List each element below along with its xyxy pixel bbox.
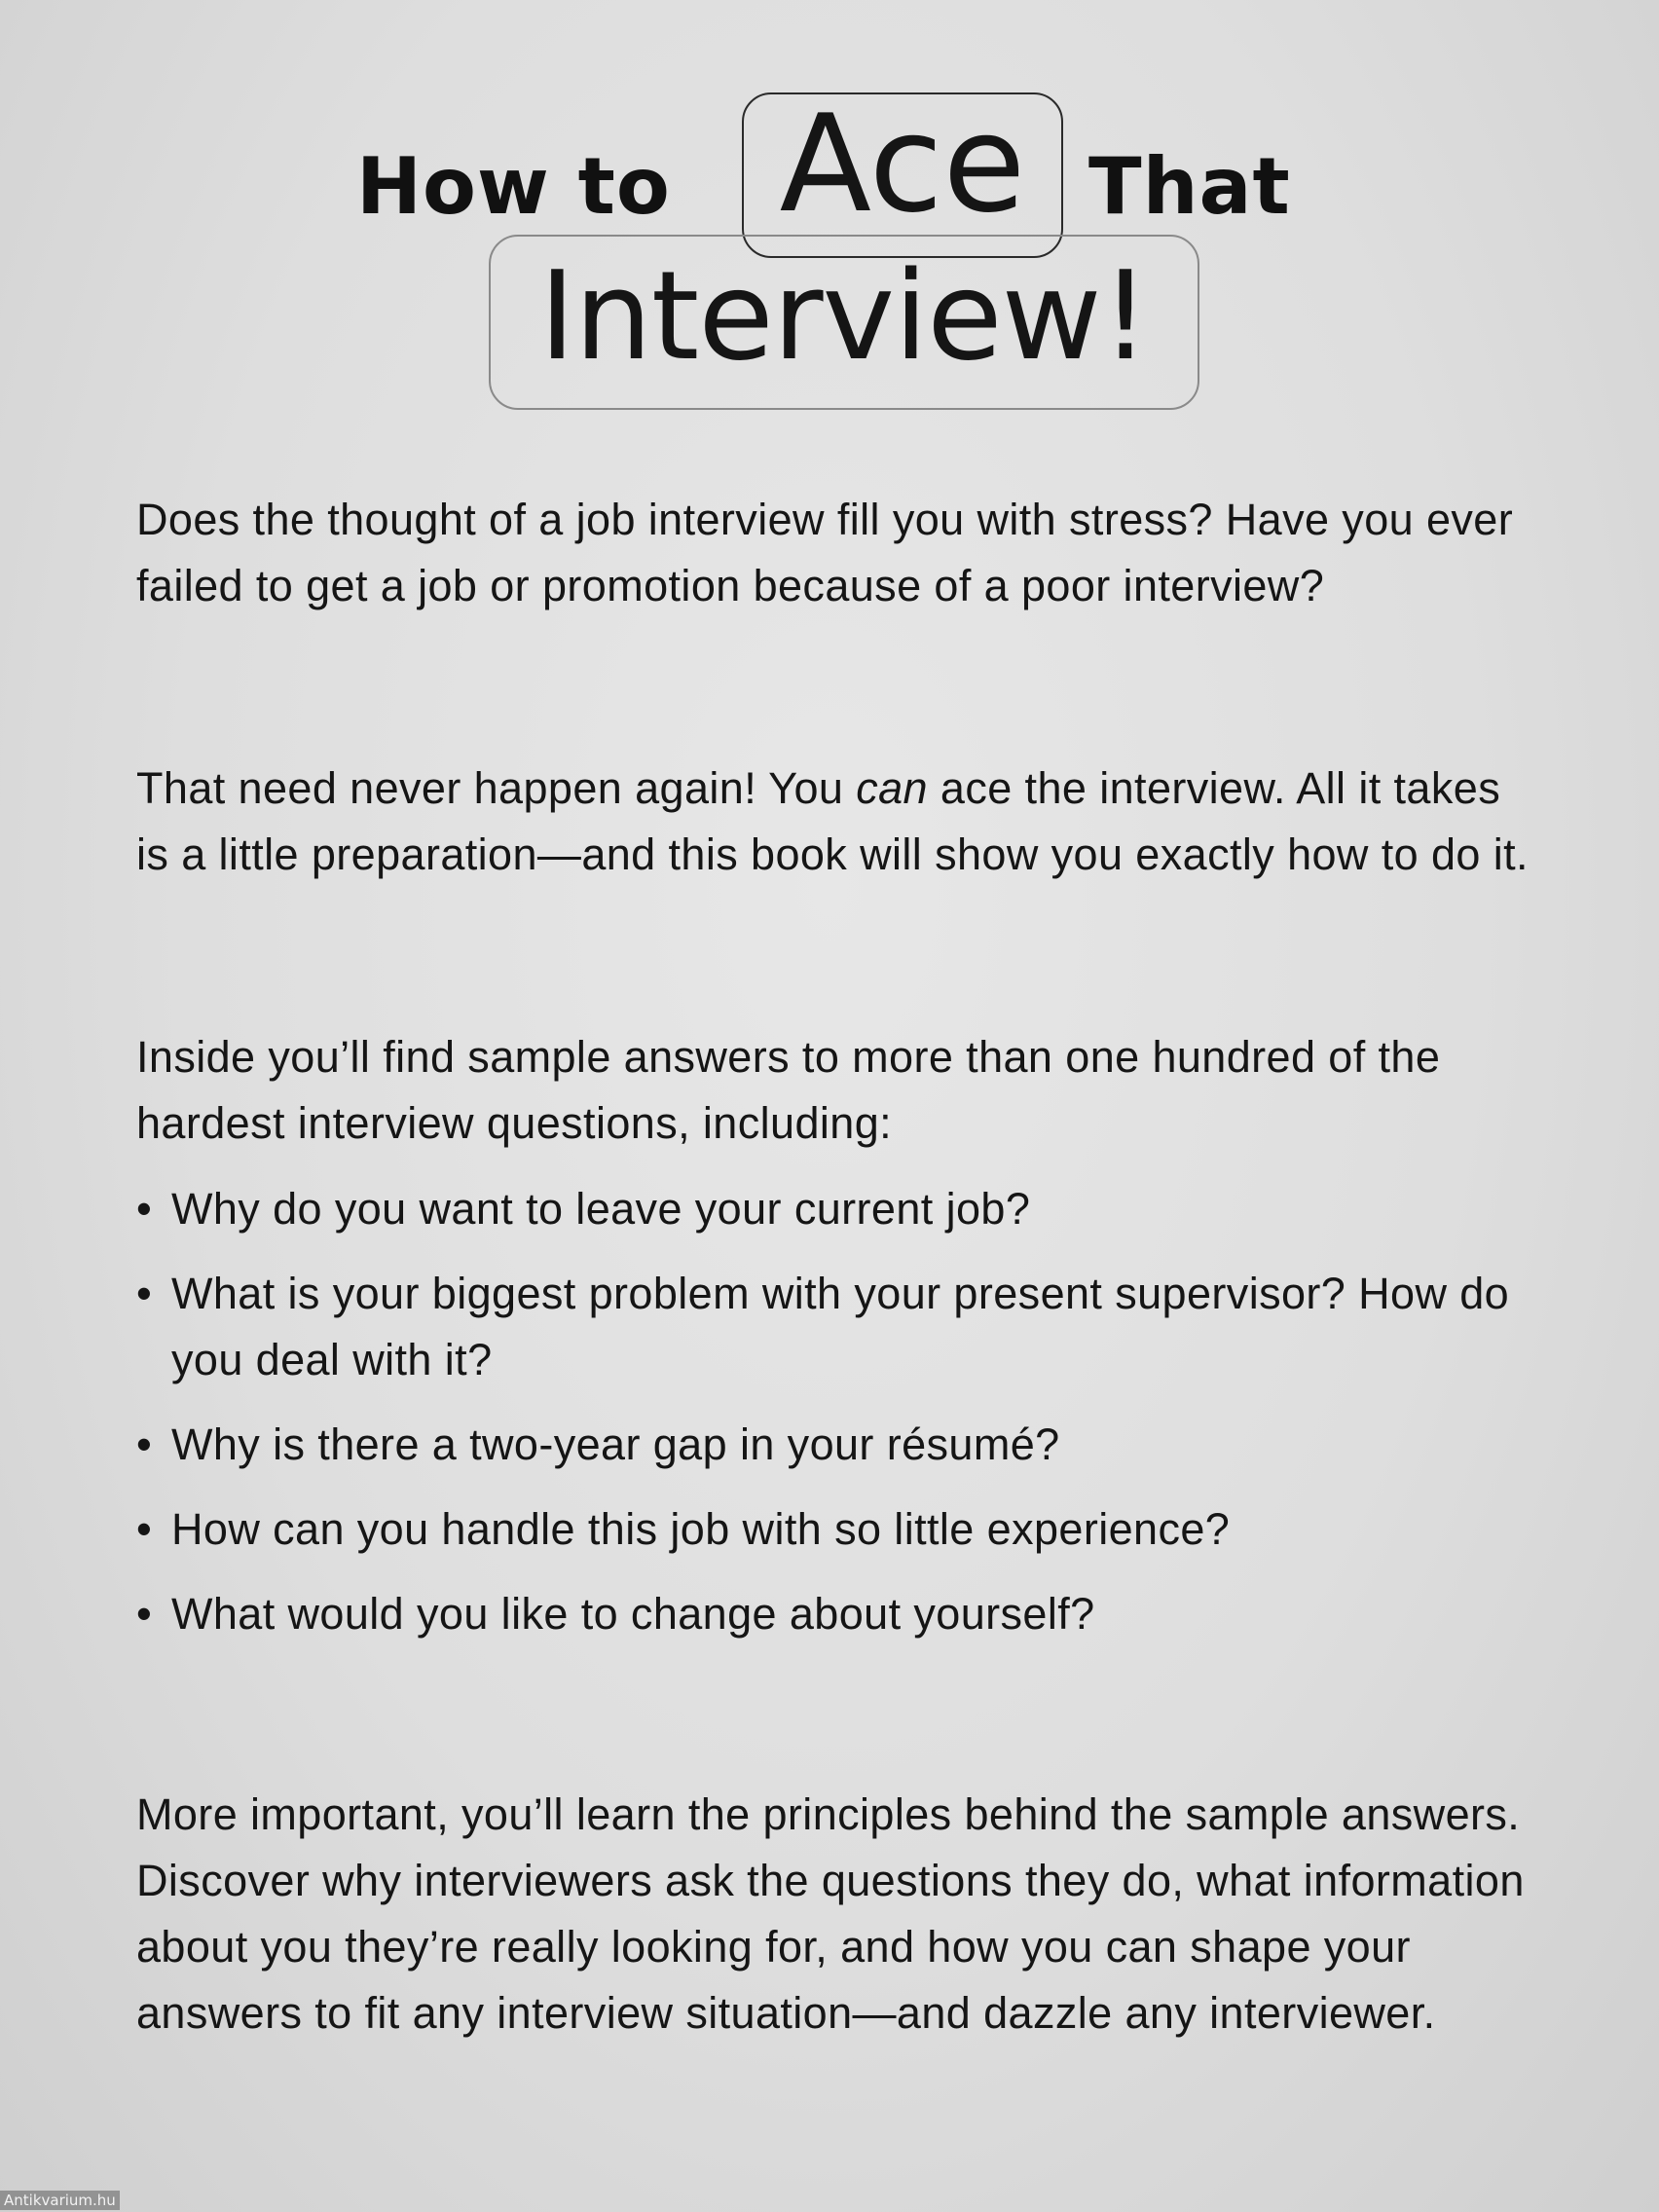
question-text: Why do you want to leave your current job? <box>171 1184 1031 1234</box>
list-item <box>136 1412 1538 1478</box>
bullet-icon: • <box>136 1269 153 1318</box>
question-list <box>136 1176 1538 1666</box>
list-item <box>136 1496 1538 1563</box>
bullet-icon: • <box>136 1184 153 1234</box>
paragraph-intro: Does the thought of a job interview fill you with stress? Have you ever failed to get a job or promotion because of a poor interview? <box>136 495 1514 610</box>
paragraph-promise-end: ace the interview. All it takes is a little preparation—and this book will show you exactly how to do it. <box>136 763 1529 879</box>
title-ace: Ace <box>779 86 1026 242</box>
watermark: Antikvarium.hu <box>0 2191 120 2210</box>
question-text: Why is there a two-year gap in your résumé? <box>171 1419 1060 1469</box>
bullet-icon: • <box>136 1504 153 1554</box>
bullet-icon: • <box>136 1589 153 1639</box>
question-text: What is your biggest problem with your present supervisor? How do you deal with it? <box>171 1269 1510 1384</box>
bullet-icon: • <box>136 1419 153 1469</box>
question-text: What would you like to change about yourself? <box>171 1589 1095 1639</box>
title-that: That <box>1088 141 1291 232</box>
list-item <box>136 1176 1538 1242</box>
question-text: How can you handle this job with so little experience? <box>171 1504 1231 1554</box>
title-how-to: How to <box>356 141 671 232</box>
list-item <box>136 1581 1538 1647</box>
list-item <box>136 1261 1538 1393</box>
title-interview: Interview! <box>538 244 1150 387</box>
title-block <box>0 0 1659 428</box>
paragraph-promise <box>136 756 1538 888</box>
paragraph-promise-emphasis: can <box>856 763 928 813</box>
paragraph-principles: More important, you’ll learn the principles behind the sample answers. Discover why interviewers ask the questions they do, what information about you they’re really looking for, and how you can shape your answers to fit any interview situation—and dazzle any interviewer. <box>136 1789 1525 2038</box>
paragraph-promise-start: That need never happen again! You <box>136 763 857 813</box>
paragraph-inside: Inside you’ll find sample answers to more than one hundred of the hardest interview questions, including: <box>136 1032 1441 1148</box>
